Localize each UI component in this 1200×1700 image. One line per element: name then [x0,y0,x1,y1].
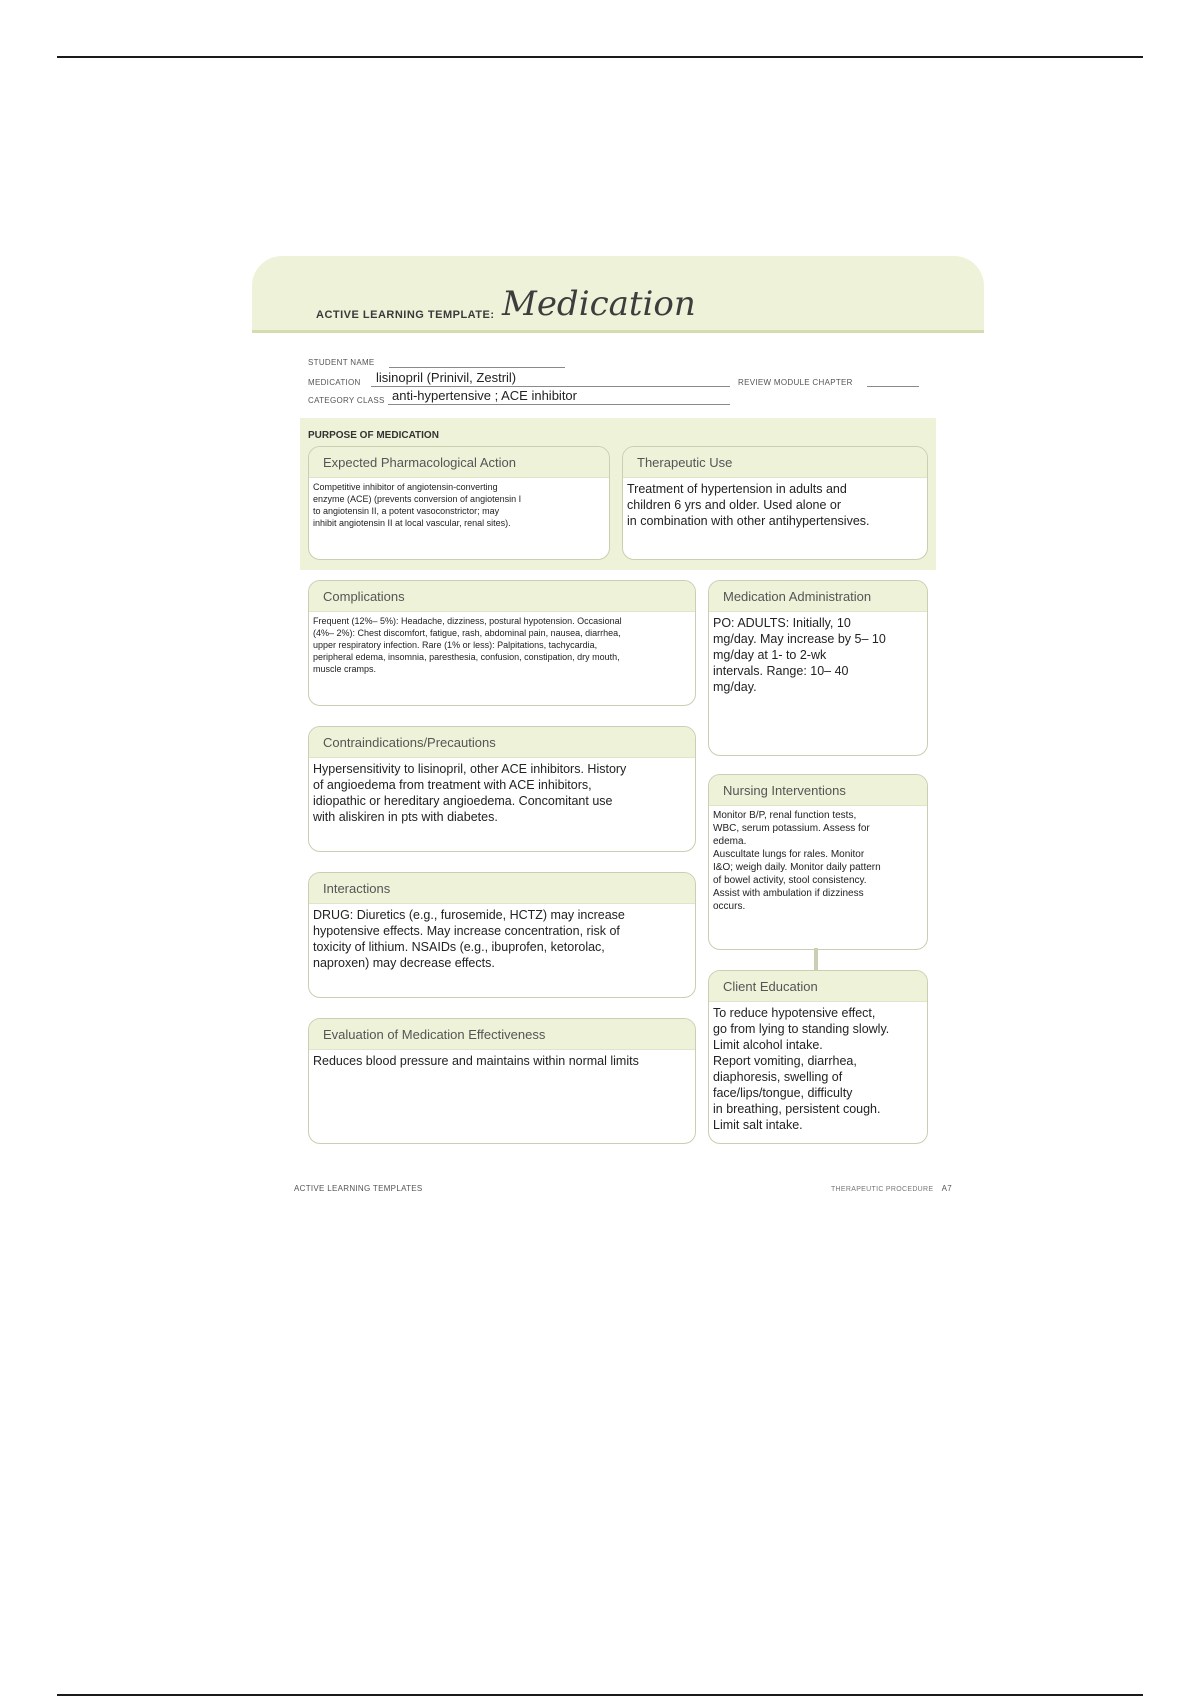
contraindications-heading: Contraindications/Precautions [309,727,695,758]
top-rule [57,56,1143,58]
medication-line [371,386,730,387]
student-name-label: STUDENT NAME [308,358,375,367]
pharm-action-box [308,446,610,560]
contraindications-text[interactable]: Hypersensitivity to lisinopril, other ACE inhibitors. History of angioedema from treatment with ACE inhibitors, idiopathic or hereditary angioedema. Concomitant use with aliskiren in pts with diabetes. [313,762,627,824]
nursing-interventions-box [708,774,928,950]
medication-template-page [252,256,984,1196]
category-line [388,404,730,405]
category-label: CATEGORY CLASS [308,396,385,405]
medication-field[interactable]: lisinopril (Prinivil, Zestril) [376,370,517,385]
category-field[interactable]: anti-hypertensive ; ACE inhibitor [392,388,577,403]
therapeutic-use-text[interactable]: Treatment of hypertension in adults and children 6 yrs and older. Used alone or in combination with other antihypertensives. [627,482,870,528]
med-admin-text[interactable]: PO: ADULTS: Initially, 10 mg/day. May increase by 5– 10 mg/day at 1- to 2-wk intervals. Range: 10– 40 mg/day. [713,616,886,694]
med-admin-heading: Medication Administration [709,581,927,612]
client-education-box [708,970,928,1144]
pharm-action-text[interactable]: Competitive inhibitor of angiotensin-converting enzyme (ACE) (prevents conversion of angiotensin I to angiotensin II, a potent vasoconstrictor; may inhibit angiotensin II at local vascular, renal sites). [313,482,522,528]
interactions-text[interactable]: DRUG: Diuretics (e.g., furosemide, HCTZ) may increase hypotensive effects. May increase concentration, risk of toxicity of lithium. NSAIDs (e.g., ibuprofen, ketorolac, naproxen) may decrease effects. [313,908,625,970]
contraindications-box [308,726,696,852]
nursing-interventions-text[interactable]: Monitor B/P, renal function tests, WBC, serum potassium. Assess for edema. Auscultate lungs for rales. Monitor I&O; weigh daily. Monitor daily pattern of bowel activity, stool consistency. Assist with ambulation if dizziness occurs. [713,810,881,912]
complications-text[interactable]: Frequent (12%– 5%): Headache, dizziness, postural hypotension. Occasional (4%– 2%): Chest discomfort, fatigue, rash, abdominal pain, nausea, diarrhea, upper respiratory infection. Rare (1% or less): Palpitations, tachycardia, peripheral edema, insomnia, paresthesia, confusion, constipation, dry mouth, muscle cramps. [313,616,622,674]
evaluation-heading: Evaluation of Medication Effectiveness [309,1019,695,1050]
nursing-interventions-heading: Nursing Interventions [709,775,927,806]
evaluation-text[interactable]: Reduces blood pressure and maintains within normal limits [313,1054,639,1068]
review-module-line [867,386,919,387]
page-number: A7 [941,1184,952,1193]
medication-label: MEDICATION [308,378,361,387]
interactions-box [308,872,696,998]
complications-heading: Complications [309,581,695,612]
client-education-heading: Client Education [709,971,927,1002]
interactions-heading: Interactions [309,873,695,904]
bottom-rule [57,1694,1143,1696]
footer-left: ACTIVE LEARNING TEMPLATES [294,1184,423,1193]
template-header [252,256,984,333]
complications-box [308,580,696,706]
client-education-text[interactable]: To reduce hypotensive effect, go from lying to standing slowly. Limit alcohol intake. Report vomiting, diarrhea, diaphoresis, swelling of face/lips/tongue, difficulty in breathing, persistent cough. Limit salt intake. [713,1006,890,1132]
nursing-education-connector [814,948,818,970]
purpose-title: PURPOSE OF MEDICATION [308,430,439,441]
footer-right [831,1184,952,1193]
therapeutic-use-heading: Therapeutic Use [623,447,927,478]
student-name-line [389,367,565,368]
template-title: Medication [502,284,696,324]
review-module-label: REVIEW MODULE CHAPTER [738,378,853,387]
evaluation-box [308,1018,696,1144]
med-admin-box [708,580,928,756]
therapeutic-use-box [622,446,928,560]
template-label: ACTIVE LEARNING TEMPLATE: [316,309,495,321]
footer-right-label: THERAPEUTIC PROCEDURE [830,1186,934,1193]
pharm-action-heading: Expected Pharmacological Action [309,447,609,478]
